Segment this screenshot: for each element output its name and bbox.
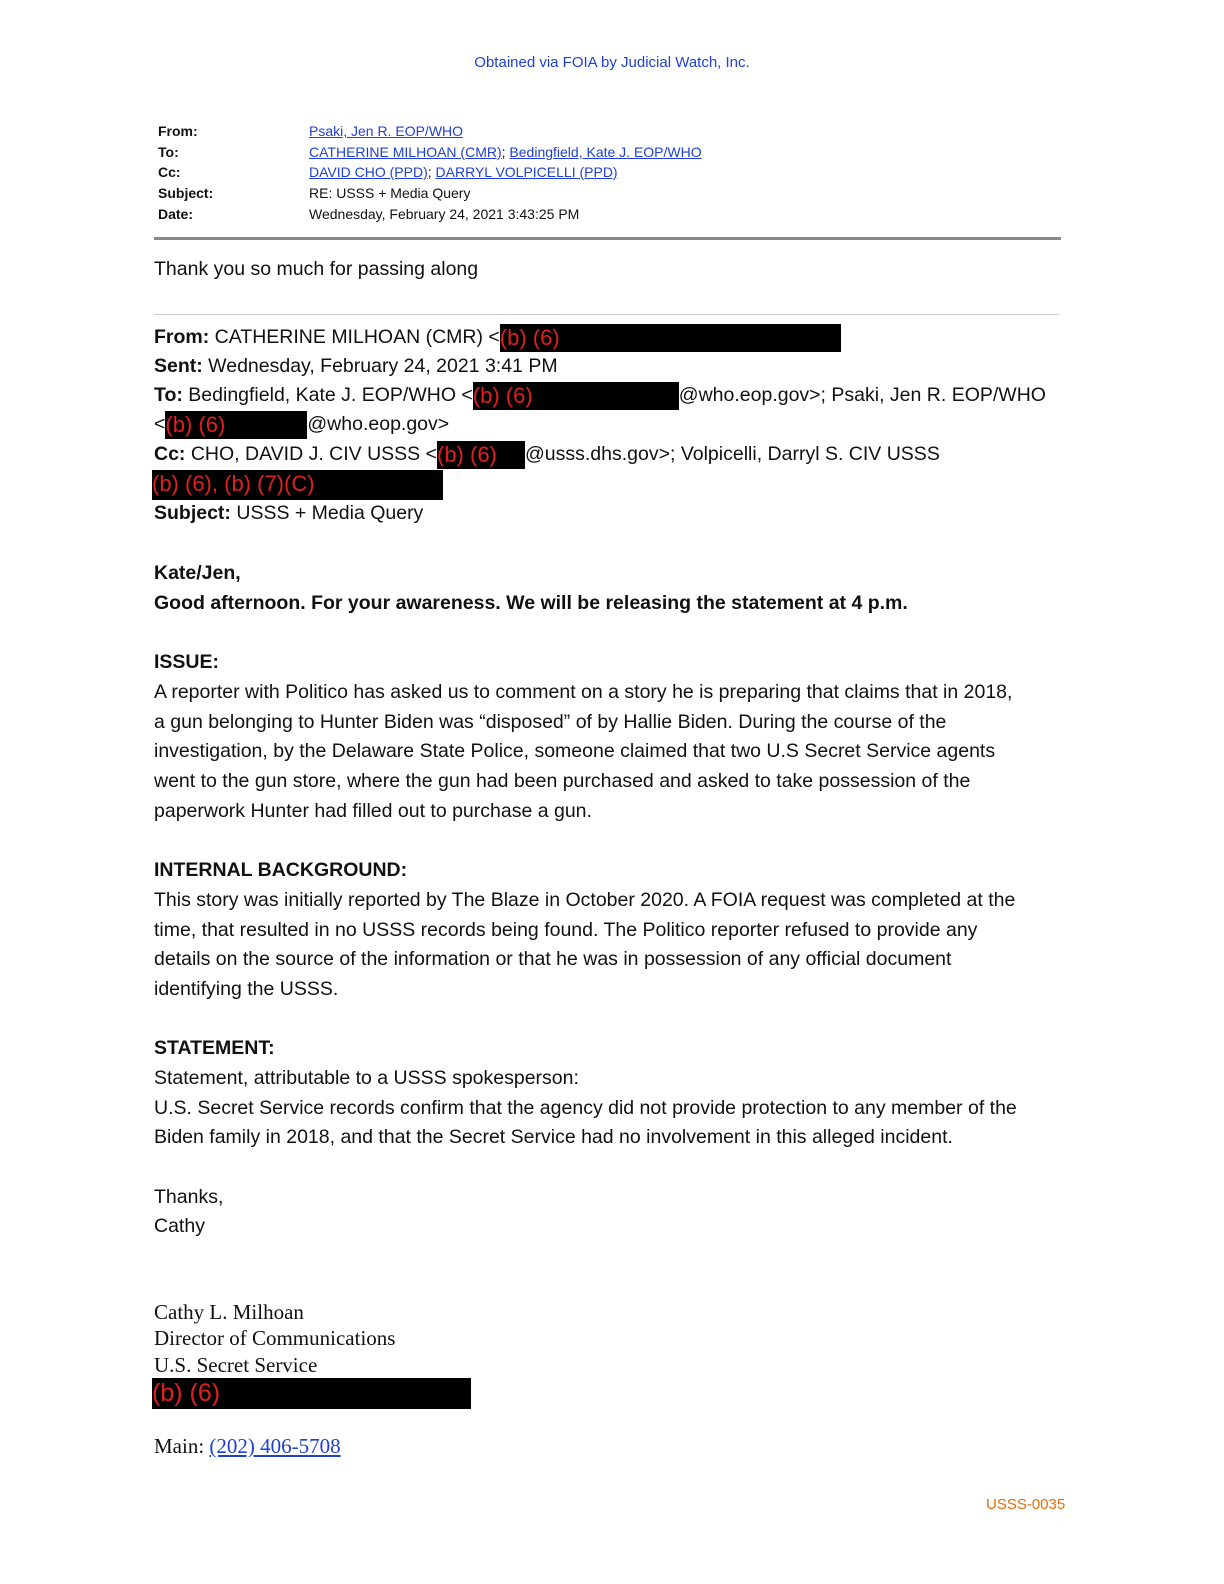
fwd-to-text-1: Bedingfield, Kate J. EOP/WHO < (182, 384, 473, 406)
header-divider (154, 237, 1061, 240)
fwd-to-line (154, 381, 1046, 411)
redaction-box: (b) (6), (b) (7)(C) (152, 470, 443, 500)
fwd-subject-text: USSS + Media Query (230, 502, 424, 524)
to-link-milhoan[interactable]: CATHERINE MILHOAN (CMR) (309, 144, 502, 160)
fwd-cc-text-1: CHO, DAVID J. CIV USSS < (185, 443, 437, 465)
fwd-sent-label: Sent: (154, 355, 203, 377)
main-phone-link[interactable]: (202) 406-5708 (209, 1434, 341, 1458)
background-line: details on the source of the information or that he was in possession of any official document (154, 948, 952, 971)
statement-line: U.S. Secret Service records confirm that the agency did not provide protection to any member of the (154, 1096, 1017, 1119)
issue-line: A reporter with Politico has asked us to comment on a story he is preparing that claims that in 2018, (154, 681, 1013, 703)
foia-watermark: Obtained via FOIA by Judicial Watch, Inc. (474, 54, 750, 71)
signature-title: Director of Communications (154, 1326, 396, 1350)
header-date-value: Wednesday, February 24, 2021 3:43:25 PM (309, 206, 580, 222)
message-greeting: Kate/Jen, (154, 562, 241, 584)
issue-line: investigation, by the Delaware State Police, someone claimed that two U.S Secret Service agents (154, 740, 996, 763)
fwd-sent-line (154, 352, 558, 382)
background-line: identifying the USSS. (154, 978, 339, 1001)
fwd-cc-line (154, 440, 940, 470)
header-to-label: To: (158, 144, 179, 160)
header-from-value (309, 123, 463, 139)
statement-line: Statement, attributable to a USSS spokesperson: (154, 1067, 579, 1089)
issue-line: went to the gun store, where the gun had been purchased and asked to take possession of the (154, 770, 971, 793)
message-intro: Good afternoon. For your awareness. We will be releasing the statement at 4 p.m. (154, 592, 908, 614)
cc-link-cho[interactable]: DAVID CHO (PPD) (309, 164, 428, 180)
background-heading: INTERNAL BACKGROUND: (154, 859, 408, 881)
background-line: time, that resulted in no USSS records being found. The Politico reporter refused to provide any (154, 918, 978, 941)
statement-heading: STATEMENT: (154, 1037, 275, 1059)
forward-divider (154, 314, 1059, 315)
statement-paragraph (154, 1064, 1017, 1153)
fwd-subject-line (154, 499, 423, 529)
fwd-cc-text-2: @usss.dhs.gov>; Volpicelli, Darryl S. CIV USSS (525, 443, 940, 465)
to-separator: ; (501, 144, 506, 160)
header-date-label: Date: (158, 206, 194, 222)
main-label: Main: (154, 1434, 210, 1458)
header-to-value (309, 144, 702, 160)
cc-link-volpicelli[interactable]: DARRYL VOLPICELLI (PPD) (435, 164, 618, 180)
fwd-to-line-2 (154, 410, 449, 440)
background-line: This story was initially reported by The Blaze in October 2020. A FOIA request was completed at the (154, 889, 1016, 911)
fwd-to-label: To: (154, 384, 183, 406)
issue-heading: ISSUE: (154, 651, 220, 673)
redaction-box: (b) (6) (152, 1378, 471, 1409)
reply-text: Thank you so much for passing along (154, 258, 479, 280)
issue-line: paperwork Hunter had filled out to purchase a gun. (154, 799, 592, 822)
redaction-box: (b) (6) (437, 441, 525, 469)
header-cc-value (309, 164, 618, 180)
closing-name: Cathy (154, 1215, 205, 1237)
signature-org: U.S. Secret Service (154, 1353, 318, 1377)
fwd-from-label: From: (154, 326, 210, 348)
issue-line: a gun belonging to Hunter Biden was “disposed” of by Hallie Biden. During the course of the (154, 710, 947, 733)
signature-name: Cathy L. Milhoan (154, 1300, 304, 1324)
header-subject-label: Subject: (158, 185, 214, 201)
header-cc-label: Cc: (158, 164, 181, 180)
closing: Thanks, (154, 1186, 224, 1208)
bates-number: USSS-0035 (986, 1496, 1066, 1513)
fwd-from-line (154, 323, 841, 353)
signature-main-line (154, 1433, 341, 1460)
fwd-to-text-2: @who.eop.gov>; Psaki, Jen R. EOP/WHO (678, 384, 1046, 406)
redaction-box: (b) (6) (500, 324, 841, 352)
to-link-bedingfield[interactable]: Bedingfield, Kate J. EOP/WHO (509, 144, 702, 160)
issue-paragraph (154, 678, 1012, 827)
fwd-subject-label: Subject: (154, 502, 231, 524)
redaction-box: (b) (6) (165, 411, 307, 439)
header-from-label: From: (158, 123, 198, 139)
background-paragraph (154, 886, 1015, 1005)
redaction-box: (b) (6) (473, 382, 679, 410)
fwd-to-text-4: @who.eop.gov> (307, 413, 450, 435)
cc-separator: ; (427, 164, 432, 180)
statement-line: Biden family in 2018, and that the Secret Service had no involvement in this alleged incident. (154, 1126, 953, 1149)
signature-redaction (152, 1378, 471, 1409)
header-subject-value: RE: USSS + Media Query (309, 185, 471, 201)
fwd-from-text: CATHERINE MILHOAN (CMR) < (209, 326, 500, 348)
from-link-psaki[interactable]: Psaki, Jen R. EOP/WHO (309, 123, 464, 139)
fwd-cc-label: Cc: (154, 443, 186, 465)
fwd-to-text-3: < (154, 413, 166, 435)
fwd-sent-text: Wednesday, February 24, 2021 3:41 PM (202, 355, 558, 377)
fwd-cc-line-2 (152, 470, 443, 500)
